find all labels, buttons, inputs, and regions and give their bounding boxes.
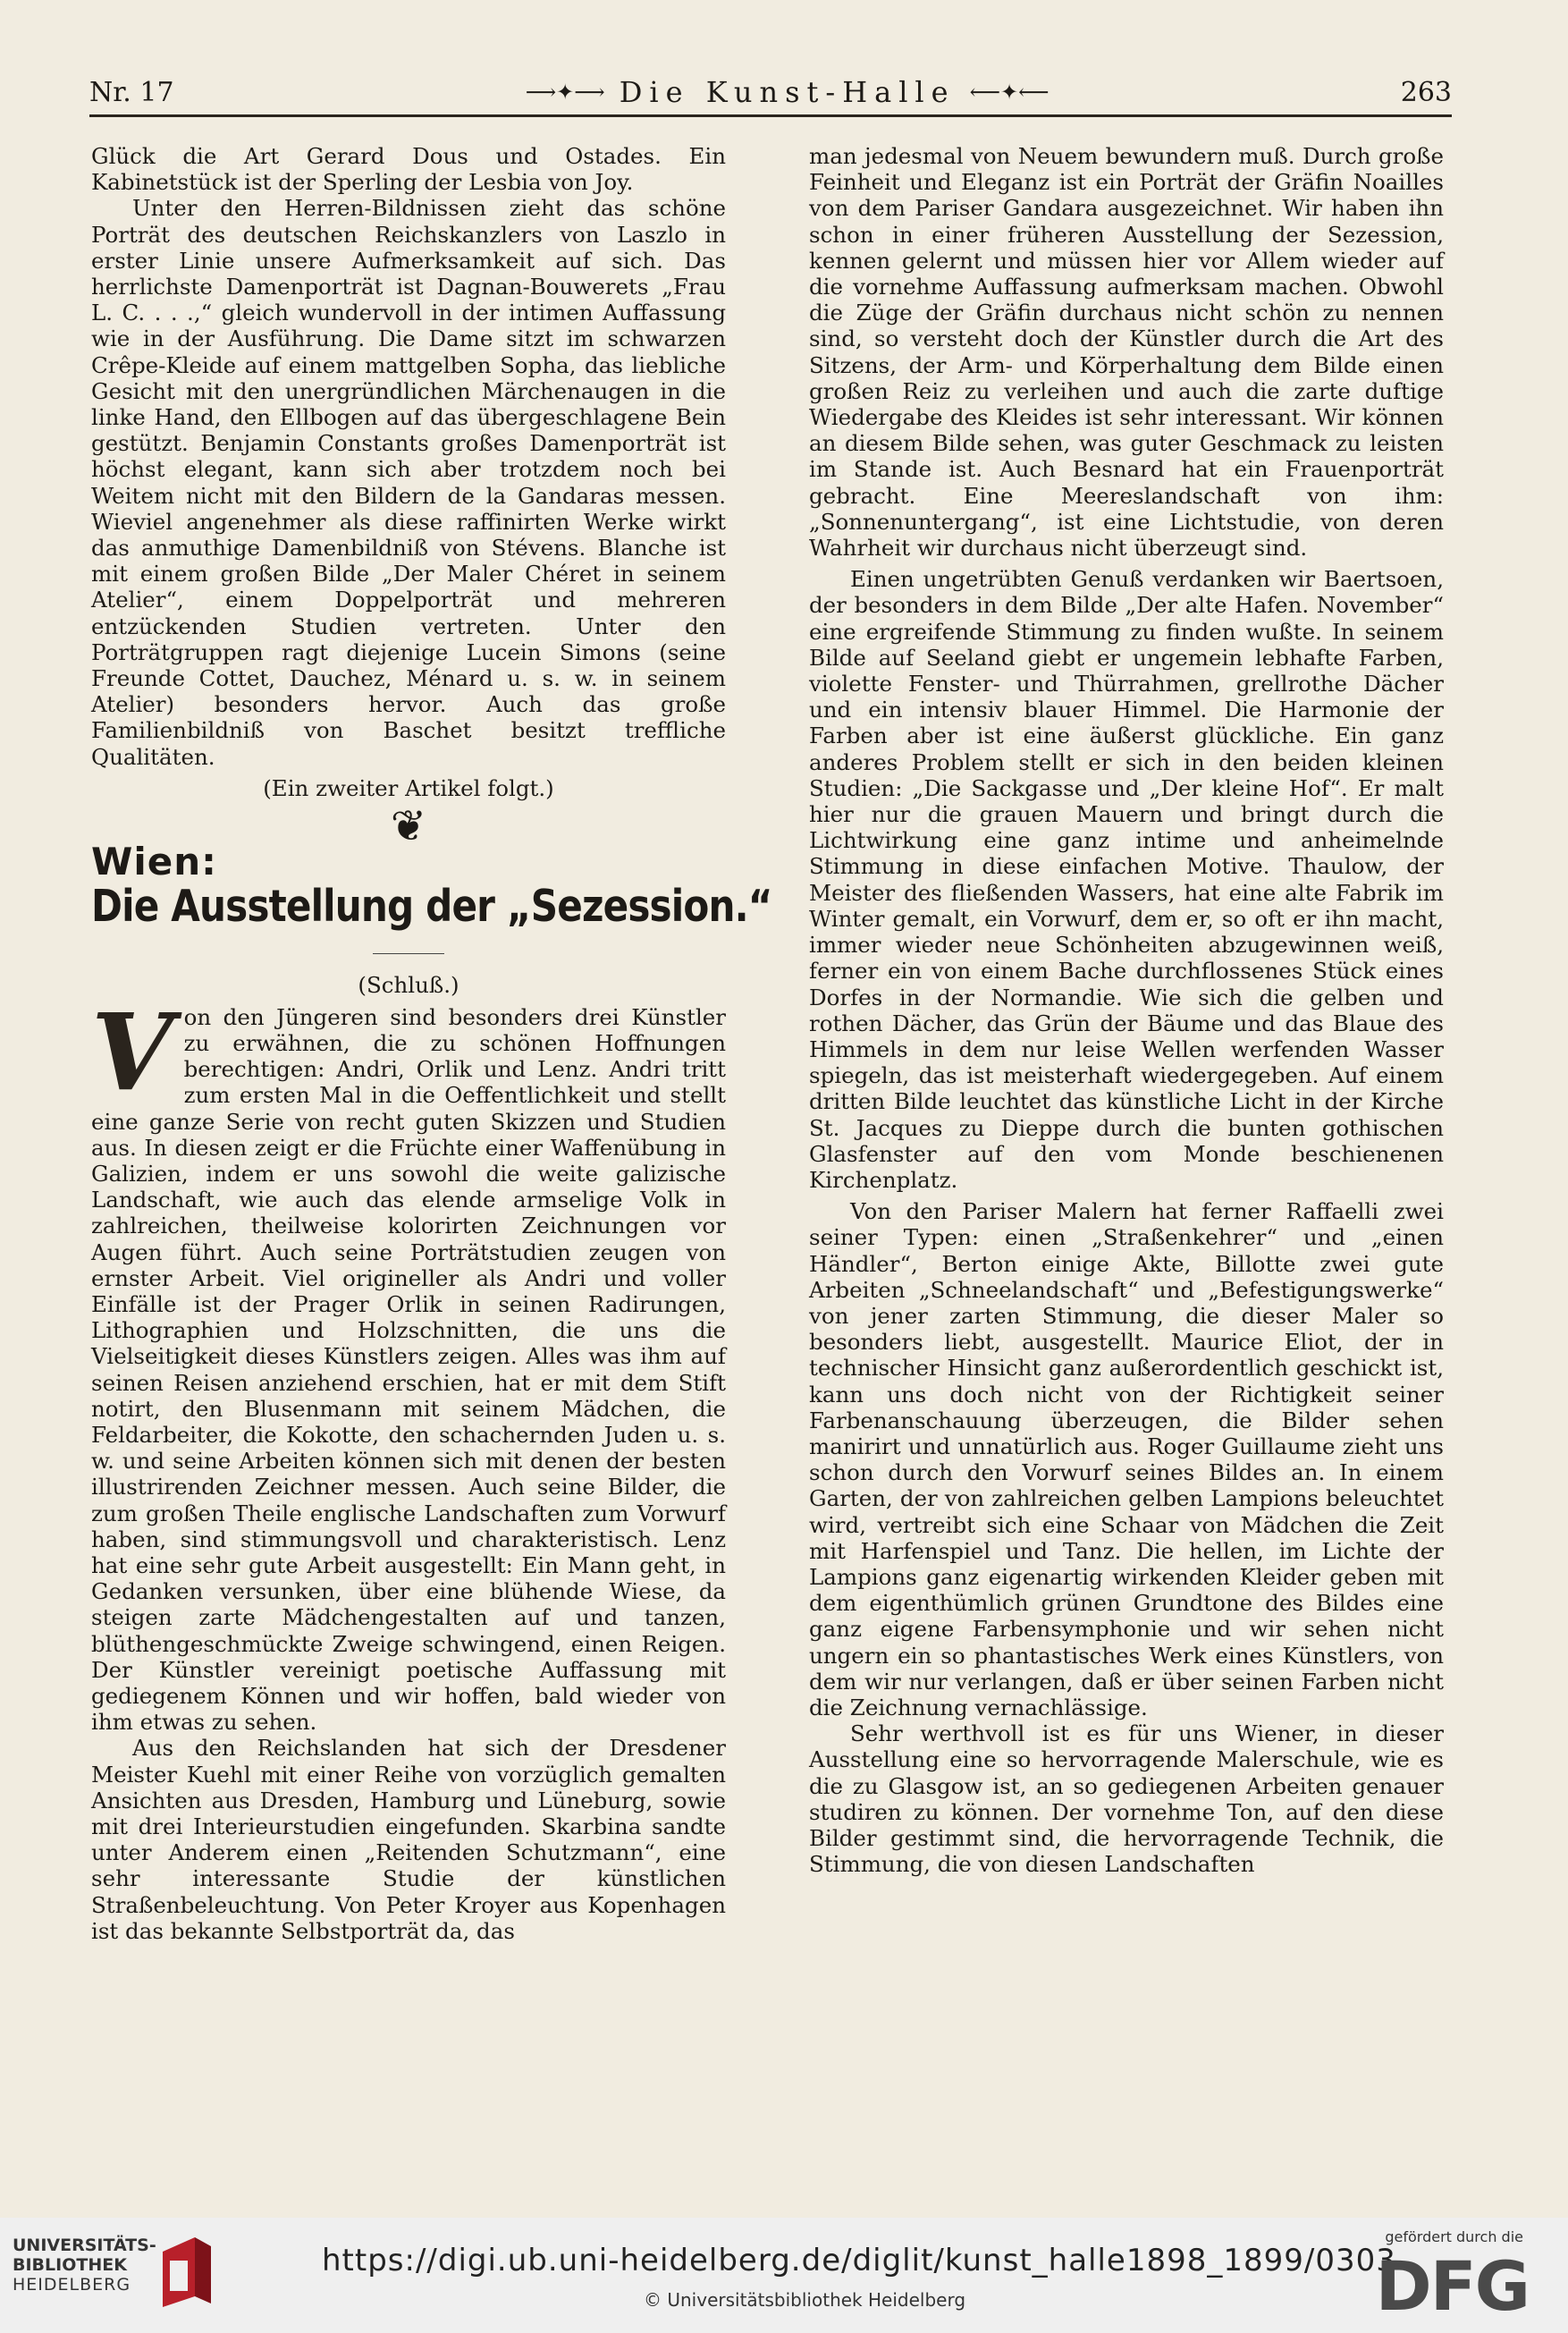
paragraph: Einen ungetrübten Genuß verdanken wir Baertsoen, der besonders in dem Bilde „Der alte Hafen. November“ eine ergreifende Stimmung zu finden wußte. In seinem Bilde auf Seeland giebt er ungemein lebhafte Farben, violette Fenster- und Thürrahmen, grellrothe Dächer und ein intensiv blauer Himmel. Die Harmonie der Farben aber ist eine äußerst glückliche. Ein ganz anderes Problem stellt er sich in den beiden kleinen Studien: „Die Sackgasse und „Der kleine Hof“. Er malt hier nur die grauen Mauern und bringt durch die Lichtwirkung eine ganz intime und anheimelnde Stimmung in diese einfachen Motive. Thaulow, der Meister des fließenden Wassers, hat eine alte Fabrik im Winter gemalt, ein Vorwurf, dem er, so oft er ihn macht, immer wieder neue Schönheiten abzugewinnen weiß, ferner ein von einem Bache durchflossenes Stück eines Dorfes in der Normandie. Wie sich die gelben und rothen Dächer, das Grün der Bäume und das Blaue des Himmels in dem nur leise Wellen werfenden Wasser spiegeln, das ist meisterhaft wiedergegeben. Auf einem dritten Bilde leuchtet das künstliche Licht in der Kirche St. Jacques zu Dieppe durch die bunten gothischen Glasfenster auf den vom Monde beschienenen Kirchenplatz. — [809, 566, 1444, 1193]
library-name-line: BIBLIOTHEK — [13, 2255, 127, 2275]
page-number: 263 — [1400, 76, 1452, 108]
conclusion-note: (Schluß.) — [358, 972, 459, 999]
paragraph: Aus den Reichslanden hat sich der Dresdener Meister Kuehl mit einer Reihe von vorzüglich gemalten Ansichten aus Dresden, Hamburg und Lüneburg, sowie mit drei Interieurstudien eingefunden. Skarbina sandte unter Anderem einen „Reitenden Schutzmann“, eine sehr interessante Studie der künstlichen Straßenbeleuchtung. Von Peter Kroyer aus Kopenhagen ist das bekannte Selbstporträt da, das — [91, 1735, 726, 1944]
copyright-notice: © Universitätsbibliothek Heidelberg — [644, 2289, 966, 2311]
running-head — [89, 70, 1452, 114]
article-place: Wien: — [91, 840, 217, 884]
journal-title-block — [526, 75, 1050, 109]
paragraph: Sehr werthvoll ist es für uns Wiener, in dieser Ausstellung eine so hervorragende Malerschule, wie es die zu Glasgow ist, an so gediegenen Arbeiten genauer studiren zu können. Der vornehme Ton, auf den diese Bilder gestimmt sind, die hervorragende Technik, die Stimmung, die von diesen Landschaften — [809, 1720, 1444, 1878]
article-opening-paragraph — [91, 989, 726, 1736]
issue-number: Nr. 17 — [89, 76, 174, 108]
ornament-left-icon: ⟶✦⟶ — [525, 80, 605, 105]
journal-title: Die Kunst-Halle — [619, 75, 956, 109]
drop-cap-initial: V — [91, 989, 173, 1114]
continuation-note: (Ein zweiter Artikel folgt.) — [263, 774, 554, 801]
funding-note: gefördert durch die — [1385, 2228, 1523, 2245]
viewer-footer — [0, 2218, 1568, 2333]
header-rule — [89, 114, 1452, 117]
paragraph: Glück die Art Gerard Dous und Ostades. Ein Kabinetstück ist der Sperling der Lesbia von Joy. — [91, 143, 726, 196]
left-column — [91, 143, 772, 1944]
paragraph: man jedesmal von Neuem bewundern muß. Durch große Feinheit und Eleganz ist ein Porträt der Gräfin Noailles von dem Pariser Gandara ausgezeichnet. Wir haben ihn schon in einer früheren Ausstellung der Sezession, kennen gelernt und müssen hier vor Allem wieder auf die vornehme Auffassung aufmerksam machen. Obwohl die Züge der Gräfin durchaus nicht schön zu nennen sind, so versteht doch der Künstler durch die Art des Sitzens, der Arm- und Körperhaltung dem Bilde einen großen Reiz zu verleihen und auch die zarte duftige Wiedergabe des Kleides ist sehr interessant. Wir können an diesem Bilde sehen, was guter Geschmack zu leisten im Stande ist. Auch Besnard hat ein Frauenporträt gebracht. Eine Meereslandschaft von ihm: „Sonnenuntergang“, ist eine Lichtstudie, von deren Wahrheit wir durchaus nicht überzeugt sind. — [809, 143, 1444, 562]
library-name-line: UNIVERSITÄTS- — [13, 2236, 156, 2255]
library-name-line: HEIDELBERG — [13, 2275, 131, 2295]
right-column — [809, 143, 1444, 1877]
opening-text: on den Jüngeren sind besonders drei Künstler zu erwähnen, die zu schönen Hoffnungen berechtigen: Andri, Orlik und Lenz. Andri tritt zum ersten Mal in die Oeffentlichkeit und stellt eine ganze Serie von recht guten Skizzen und Studien aus. In diesen zeigt er die Früchte einer Waffenübung in Galizien, indem er uns sowohl die weite galizische Landschaft, wie auch das elende armselige Volk in zahlreichen, theilweise kolorirten Zeichnungen vor Augen führt. Auch seine Porträtstudien zeugen von ernster Arbeit. Viel origineller als Andri und voller Einfälle ist der Prager Orlik in seinen Radirungen, Lithographien und Holzschnitten, die uns die Vielseitigkeit dieses Künstlers zeigen. Alles was ihm auf seinen Reisen anziehend erschien, hat er mit dem Stift notirt, den Blusenmann mit seinem Mädchen, die Feldarbeiter, die Kokotte, den schachernden Juden u. s. w. und seine Arbeiten können sich mit denen der besten illustrirenden Zeichner messen. Auch seine Bilder, die zum großen Theile englische Landschaften zum Vorwurf haben, sind stimmungsvoll und charakteristisch. Lenz hat eine sehr gute Arbeit ausgestellt: Ein Mann geht, in Gedanken versunken, über eine blühende Wiese, da steigen zarte Mädchengestalten auf und tanzen, blüthengeschmückte Zweige schwingend, einen Reigen. Der Künstler vereinigt poetische Auffassung mit gediegenem Können und wir hoffen, bald wieder von ihm etwas zu sehen. — [91, 1003, 726, 1736]
paragraph: Von den Pariser Malern hat ferner Raffaelli zwei seiner Typen: einen „Straßenkehrer“ und „einen Händler“, Berton einige Akte, Billotte zwei gute Arbeiten „Schneelandschaft“ und „Befestigungswerke“ von jener zarten Stimmung, die dieser Maler so besonders liebt, ausgestellt. Maurice Eliot, der in technischer Hinsicht ganz außerordentlich geschickt ist, kann uns doch nicht von der Richtigkeit seiner Farbenanschauung überzeugen, die Bilder sehen manirirt und unnatürlich aus. Roger Guillaume zieht uns schon durch den Vorwurf seines Bildes an. In einem Garten, der von zahlreichen gelben Lampions beleuchtet wird, vertreibt sich eine Schaar von Mädchen die Zeit mit Harfenspiel und Tanz. Die hellen, im Lichte der Lampions ganz eigenartig wirkenden Kleider geben mit dem eigenthümlich grünen Grundtone des Bildes eine ganz eigene Farbensymphonie und wir sehen nicht ungern ein so phantastisches Werk eines Künstlers, von dem wir nur verlangen, daß er über seinen Farben nicht die Zeichnung vernachlässige. — [809, 1198, 1444, 1720]
article-headline: Die Ausstellung der „Sezession.“ — [91, 881, 772, 933]
dfg-logo: DFG — [1375, 2246, 1529, 2326]
fleuron-icon: ❦ — [390, 801, 427, 852]
permalink-url[interactable]: https://digi.ub.uni-heidelberg.de/diglit/kunst_halle1898_1899/0303 — [322, 2243, 1396, 2278]
library-emblem-icon — [159, 2234, 215, 2309]
paragraph: Unter den Herren-Bildnissen zieht das schöne Porträt des deutschen Reichskanzlers von Laszlo in erster Linie unsere Aufmerksamkeit auf sich. Das herrlichste Damenporträt ist Dagnan-Bouwerets „Frau L. C. . . .,“ gleich wundervoll in der intimen Auffassung wie in der Ausführung. Die Dame sitzt im schwarzen Crêpe-Kleide auf einem mattgelben Sopha, das liebliche Gesicht mit den unergründlichen Märchenaugen in die linke Hand, den Ellbogen auf das übergeschlagene Bein gestützt. Benjamin Constants großes Damenporträt ist höchst elegant, kann sich aber trotzdem noch bei Weitem nicht mit den Bildern de la Gandaras messen. Wieviel angenehmer als diese raffinirten Werke wirkt das anmuthige Damenbildniß von Stévens. Blanche ist mit einem großen Bilde „Der Maler Chéret in seinem Atelier“, einem Doppelporträt und mehreren entzückenden Studien vertreten. Unter den Porträtgruppen ragt diejenige Lucein Simons (seine Freunde Cottet, Dauchez, Ménard u. s. w. in seinem Atelier) besonders hervor. Auch das große Familienbildniß von Baschet besitzt treffliche Qualitäten. — [91, 195, 726, 770]
short-divider — [373, 953, 444, 954]
library-logo[interactable] — [13, 2236, 156, 2295]
ornament-right-icon: ⟵✦⟵ — [969, 80, 1050, 105]
